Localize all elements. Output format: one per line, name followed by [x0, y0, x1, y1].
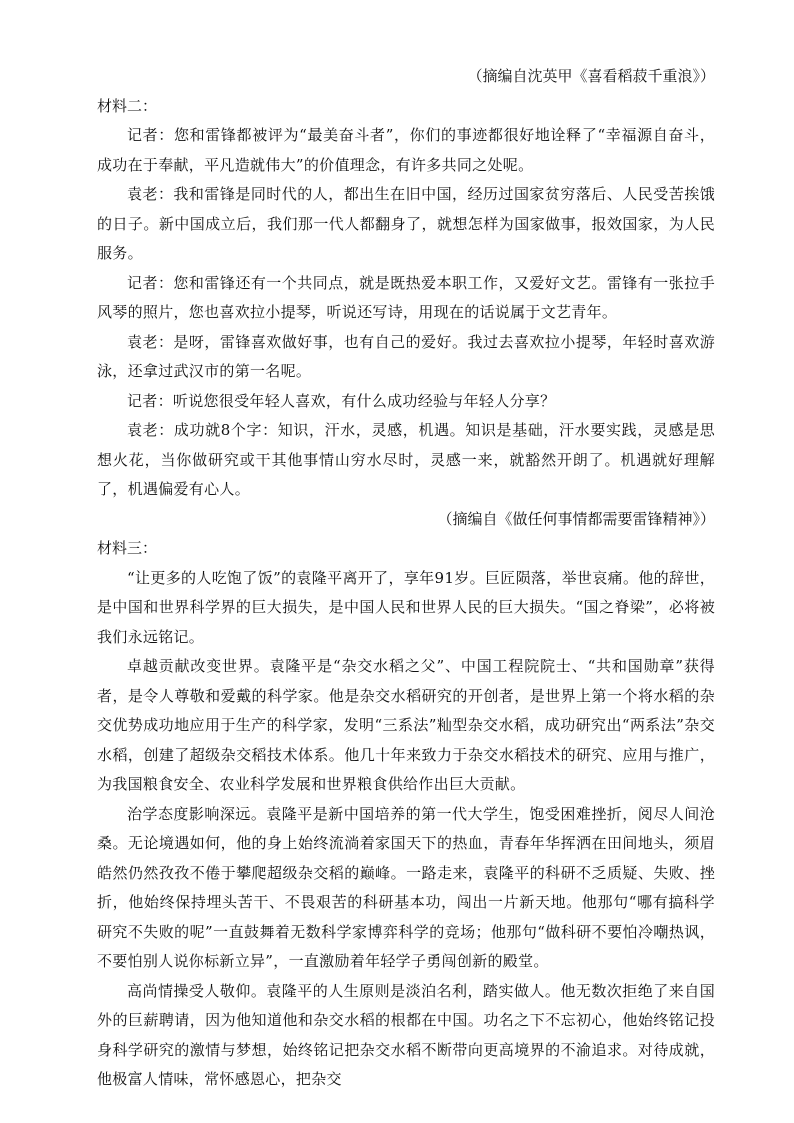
document-content: [97, 62, 715, 1095]
source-citation-1: （摘编自沈英甲《喜看稻菽千重浪》）: [467, 67, 715, 85]
dialog-paragraph: 袁老：成功就8个字：知识，汗水，灵感，机遇。知识是基础，汗水要实践，灵感是思想火花，当你做研究或干其他事情山穷水尽时，灵感一来，就豁然开朗了。机遇就好理解了，机遇偏爱有心人。: [97, 421, 715, 498]
material-2-label: 材料二：: [97, 96, 158, 115]
dialog-paragraph: 记者：您和雷锋还有一个共同点，就是既热爱本职工作，又爱好文艺。雷锋有一张拉手风琴的照片，您也喜欢拉小提琴，听说还写诗，用现在的话说属于文艺青年。: [97, 273, 715, 321]
material-3-label: 材料三：: [97, 539, 158, 557]
dialog-paragraph: 袁老：是呀，雷锋喜欢做好事，也有自己的爱好。我过去喜欢拉小提琴，年轻时喜欢游泳，还拿过武汉市的第一名呢。: [97, 332, 715, 380]
dialog-paragraph: 记者：您和雷锋都被评为“最美奋斗者”，你们的事迹都很好地诠释了“幸福源自奋斗，成功在于奉献，平凡造就伟大”的价值理念，有许多共同之处呢。: [97, 126, 715, 174]
dialog-paragraph: 袁老：我和雷锋是同时代的人，都出生在旧中国，经历过国家贫穷落后、人民受苦挨饿的日子。新中国成立后，我们那一代人都翻身了，就想怎样为国家做事，报效国家，为人民服务。: [97, 185, 715, 262]
material-3-paragraph: 高尚情操受人敬仰。袁隆平的人生原则是淡泊名利，踏实做人。他无数次拒绝了来自国外的巨薪聘请，因为他知道他和杂交水稻的根都在中国。功名之下不忘初心，他始终铭记投身科学研究的激情与梦想，始终铭记把杂交水稻不断带向更高境界的不渝追求。对待成就，他极富人情味，常怀感恩心，把杂交: [97, 981, 715, 1088]
source-citation-2: （摘编自《做任何事情都需要雷锋精神》）: [437, 509, 715, 528]
dialog-paragraph: 记者：听说您很受年轻人喜欢，有什么成功经验与年轻人分享？: [127, 391, 556, 410]
material-3-paragraph: 治学态度影响深远。袁隆平是新中国培养的第一代大学生，饱受困难挫折，阅尽人间沧桑。无论境遇如何，他的身上始终流淌着家国天下的热血，青春年华挥洒在田间地头，须眉皓然仍然孜孜不倦于攀爬超级杂交稻的巅峰。一路走来，袁隆平的科研不乏质疑、失败、挫折，他始终保持埋头苦干、不畏艰苦的科研基本功，闯出一片新天地。他那句“哪有搞科学研究不失败的呢”一直鼓舞着无数科学家博弈科学的竞场；他那句“做科研不要怕冷嘲热讽，不要怕别人说你标新立异”，一直激励着年轻学子勇闯创新的殿堂。: [97, 804, 715, 970]
material-3-paragraph: “让更多的人吃饱了饭”的袁隆平离开了，享年91岁。巨匠陨落，举世哀痛。他的辞世，是中国和世界科学界的巨大损失，是中国人民和世界人民的巨大损失。“国之脊梁”，必将被我们永远铭记。: [97, 568, 715, 646]
material-3-paragraph: 卓越贡献改变世界。袁隆平是“杂交水稻之父”、中国工程院院士、“共和国勋章”获得者，是令人尊敬和爱戴的科学家。他是杂交水稻研究的开创者，是世界上第一个将水稻的杂交优势成功地应用于生产的科学家，发明“三系法”籼型杂交水稻，成功研究出“两系法”杂交水稻，创建了超级杂交稻技术体系。他几十年来致力于杂交水稻技术的研究、应用与推广，为我国粮食安全、农业科学发展和世界粮食供给作出巨大贡献。: [97, 657, 715, 793]
